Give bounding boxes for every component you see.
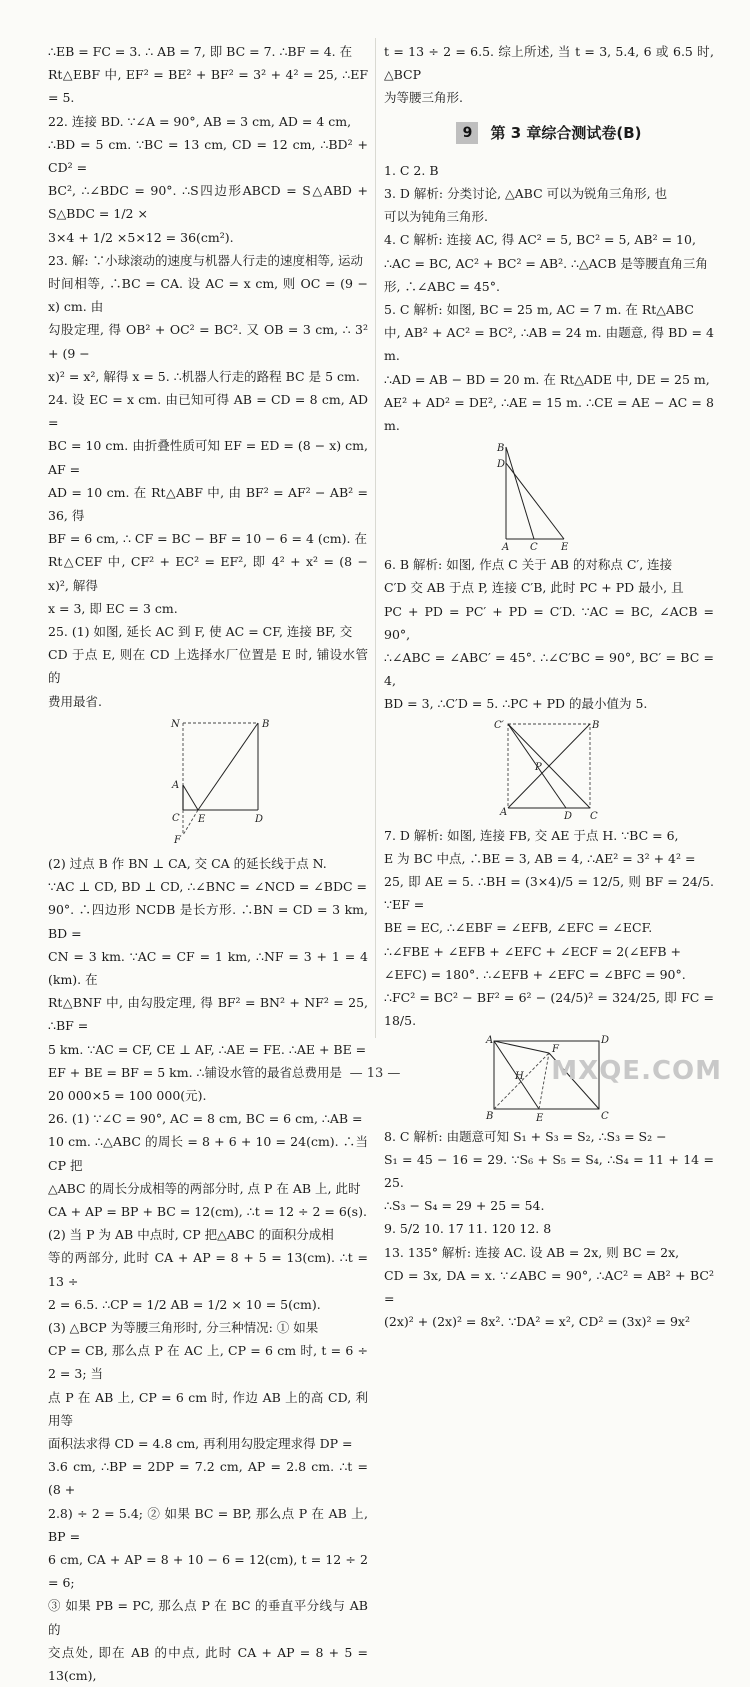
text-line: 5. C 解析: 如图, BC = 25 m, AC = 7 m. 在 Rt△ABC (384, 302, 694, 318)
text-line: CD = 3x, DA = x. ∵∠ABC = 90°, ∴AC² = AB² + BC² = (384, 1267, 714, 1306)
text-line: 等的两部分, 此时 CA + AP = 8 + 5 = 13(cm). ∴t = 13 ÷ (48, 1250, 368, 1289)
section-header (384, 122, 714, 145)
text-line: Rt△CEF 中, CF² + EC² = EF², 即 4² + x² = (8 − x)², 解得 (48, 554, 368, 593)
text-line: 中, AB² + AC² = BC², ∴AB = 24 m. 由题意, 得 BD = 4 m. (384, 325, 714, 364)
text-line: ∴EB = FC = 3. ∴ AB = 7, 即 BC = 7. ∴BF = 4. 在 (48, 44, 353, 59)
figure-water-pipe (48, 715, 348, 850)
text-line: ∴AC = BC, AC² + BC² = AB². ∴△ACB 是等腰直角三角 (384, 255, 708, 271)
fig25-label-B: B (262, 718, 270, 730)
text-line: ∴S₃ − S₄ = 29 + 25 = 54. (384, 1198, 545, 1214)
text-line: BF = 6 cm, ∴ CF = BC − BF = 10 − 6 = 4 (cm). 在 (48, 531, 367, 547)
text-line: 勾股定理, 得 OB² + OC² = BC². 又 OB = 3 cm, ∴ 3² + (9 − (48, 322, 368, 361)
right-column (384, 40, 714, 1333)
fig5-label-C: C (530, 542, 538, 552)
text-line: Rt△BNF 中, 由勾股定理, 得 BF² = BN² + NF² = 25, ∴BF = (48, 995, 368, 1034)
text-line: S₁ = 45 − 16 = 29. ∵S₆ + S₅ = S₄, ∴S₄ = 11 + 14 = 25. (384, 1151, 714, 1190)
text-line: BE = EC, ∴∠EBF = ∠EFB, ∠EFC = ∠ECF. (384, 920, 653, 936)
fig6-label-D: D (564, 810, 573, 822)
fig6-label-P: P (535, 761, 542, 773)
fig7-label-D: D (601, 1034, 610, 1046)
text-line: 为等腰三角形. (384, 90, 463, 106)
text-line: 费用最省. (48, 693, 102, 709)
text-line: 10 cm. ∴△ABC 的周长 = 8 + 6 + 10 = 24(cm). ∴当 CP 把 (48, 1134, 368, 1173)
watermark-logo: MXQE.COM (551, 1056, 722, 1086)
right-intro-text (384, 40, 714, 110)
left-text-block-2 (48, 852, 368, 1687)
text-line: 形, ∴∠ABC = 45°. (384, 278, 500, 294)
fig6-label-B: B (592, 719, 600, 731)
fig7-label-A: A (486, 1034, 494, 1046)
text-line: t = 13 ÷ 2 = 6.5. 综上所述, 当 t = 3, 5.4, 6 或 6.5 时, △BCP (384, 44, 714, 83)
text-line: 面积法求得 CD = 4.8 cm, 再利用勾股定理求得 DP = (48, 1435, 353, 1451)
text-line: 6 cm, CA + AP = 8 + 10 − 6 = 12(cm), t = 12 ÷ 2 = 6; (48, 1551, 368, 1591)
text-line: ∵AC ⊥ CD, BD ⊥ CD, ∴∠BNC = ∠NCD = ∠BDC = (48, 879, 367, 895)
right-text-block-1 (384, 159, 714, 437)
text-line: 3×4 + 1/2 ×5×12 = 36(cm²). (48, 229, 234, 245)
text-line: 5 km. ∵AC = CF, CE ⊥ AF, ∴AE = FE. ∴AE + BE = (48, 1041, 367, 1057)
text-line: (2) 过点 B 作 BN ⊥ CA, 交 CA 的延长线于点 N. (48, 855, 327, 871)
fig5-label-D: D (497, 459, 506, 471)
text-line: △ABC 的周长分成相等的两部分时, 点 P 在 AB 上, 此时 (48, 1180, 361, 1196)
text-line: 26. (1) ∵∠C = 90°, AC = 8 cm, BC = 6 cm, ∴AB = (48, 1111, 363, 1127)
text-line: 8. C 解析: 由题意可知 S₁ + S₃ = S₂, ∴S₃ = S₂ − (384, 1128, 667, 1144)
text-line: 13. 135° 解析: 连接 AC. 设 AB = 2x, 则 BC = 2x, (384, 1244, 680, 1260)
text-line: 23. 解: ∵小球滚动的速度与机器人行走的速度相等, 运动 (48, 252, 363, 268)
text-line: Rt△EBF 中, EF² = BE² + BF² = 3² + 4² = 25, ∴EF = 5. (48, 67, 368, 106)
right-text-block-3 (384, 824, 714, 1033)
text-line: BD = 3, ∴C′D = 5. ∴PC + PD 的最小值为 5. (384, 696, 648, 712)
text-line: ∴FC² = BC² − BF² = 6² − (24/5)² = 324/25, 即 FC = 18/5. (384, 990, 714, 1029)
text-line: 交点处, 即在 AB 的中点, 此时 CA + AP = 8 + 5 = 13(cm), (48, 1644, 368, 1683)
text-line: AD = 10 cm. 在 Rt△ABF 中, 由 BF² = AF² − AB² = 36, 得 (48, 484, 368, 524)
text-line: C′D 交 AB 于点 P, 连接 C′B, 此时 PC + PD 最小, 且 (384, 580, 684, 596)
fig5-label-A: A (502, 542, 510, 552)
text-line: 可以为钝角三角形. (384, 209, 488, 225)
left-column (48, 40, 368, 1687)
fig6-label-Cprime: C′ (494, 719, 504, 731)
fig7-label-F: F (552, 1043, 559, 1055)
fig25-label-C: C (172, 812, 180, 824)
fig7-label-E: E (536, 1112, 544, 1123)
text-line: 6. B 解析: 如图, 作点 C 关于 AB 的对称点 C′, 连接 (384, 557, 673, 573)
text-line: 25, 即 AE = 5. ∴BH = (3×4)/5 = 12/5, 则 BF = 24/5. ∵EF = (384, 874, 714, 913)
text-line: ∠EFC) = 180°. ∴∠EFB + ∠EFC = ∠BFC = 90°. (384, 966, 686, 982)
text-line: 3. D 解析: 分类讨论, △ABC 可以为锐角三角形, 也 (384, 186, 668, 202)
text-line: ∴BD = 5 cm. ∵BC = 13 cm, CD = 12 cm, ∴BD² + CD² = (48, 136, 368, 176)
text-line: PC + PD = PC′ + PD = C′D. ∵AC = BC, ∠ACB = 90°, (384, 603, 714, 642)
text-line: 3.6 cm, ∴BP = 2DP = 7.2 cm, AP = 2.8 cm. ∴t = (8 + (48, 1459, 368, 1498)
figure-ladder (384, 439, 704, 551)
text-line: CP = CB, 那么点 P 在 AC 上, CP = 6 cm 时, t = 6 ÷ 2 = 3; 当 (48, 1343, 368, 1382)
text-line: ∴∠ABC = ∠ABC′ = 45°. ∴∠C′BC = 90°, BC′ = BC = 4, (384, 650, 714, 689)
right-text-block-4 (384, 1125, 714, 1334)
fig7-label-C: C (601, 1110, 609, 1122)
text-line: 2.8) ÷ 2 = 5.4; ② 如果 BC = BP, 那么点 P 在 AB 上, BP = (48, 1505, 368, 1544)
text-line: ∴∠FBE + ∠EFB + ∠EFC + ∠ECF = 2(∠EFB + (384, 943, 681, 959)
text-line: 25. (1) 如图, 延长 AC 到 F, 使 AC = CF, 连接 BF, 交 (48, 624, 353, 640)
fig5-label-E: E (561, 542, 569, 552)
fig25-label-F: F (174, 834, 181, 846)
fig6-label-C: C (590, 810, 598, 822)
text-line: (2x)² + (2x)² = 8x². ∵DA² = x², CD² = (3x)² = 9x² (384, 1314, 690, 1330)
text-line: 20 000×5 = 100 000(元). (48, 1087, 207, 1103)
figure-symmetric-point (384, 718, 704, 822)
left-text-block-1 (48, 40, 368, 713)
text-line: (2) 当 P 为 AB 中点时, CP 把△ABC 的面积分成相 (48, 1227, 334, 1243)
text-line: 9. 5/2 10. 17 11. 120 12. 8 (384, 1221, 552, 1237)
fig25-label-N: N (171, 718, 180, 730)
column-divider (375, 38, 376, 1038)
text-line: 24. 设 EC = x cm. 由已知可得 AB = CD = 8 cm, AD = (48, 392, 368, 431)
text-line: BC = 10 cm. 由折叠性质可知 EF = ED = (8 − x) cm, AF = (48, 438, 368, 477)
text-line: x = 3, 即 EC = 3 cm. (48, 600, 178, 616)
text-line: 22. 连接 BD. ∵∠A = 90°, AB = 3 cm, AD = 4 cm, (48, 113, 352, 129)
text-line: AE² + AD² = DE², ∴AE = 15 m. ∴CE = AE − AC = 8 m. (384, 394, 714, 434)
right-text-block-2 (384, 553, 714, 715)
fig7-label-H: H (515, 1070, 524, 1082)
text-line: 点 P 在 AB 上, CP = 6 cm 时, 作边 AB 上的高 CD, 利用等 (48, 1389, 368, 1428)
section-title: 第 3 章综合测试卷(B) (490, 123, 642, 142)
fig7-label-B: B (486, 1110, 494, 1122)
text-line: CD 于点 E, 则在 CD 上选择水厂位置是 E 时, 铺设水管的 (48, 647, 368, 686)
text-line: EF + BE = BF = 5 km. ∴铺设水管的最省总费用是 (48, 1064, 342, 1080)
text-line: ∴AD = AB − BD = 20 m. 在 Rt△ADE 中, DE = 25 m, (384, 371, 710, 387)
text-line: CA + AP = BP + BC = 12(cm), ∴t = 12 ÷ 2 = 6(s). (48, 1203, 367, 1219)
text-line: 时间相等, ∴BC = CA. 设 AC = x cm, 则 OC = (9 − x) cm. 由 (48, 276, 368, 315)
text-line: CN = 3 km. ∵AC = CF = 1 km, ∴NF = 3 + 1 = 4 (km). 在 (48, 948, 368, 987)
text-line: BC², ∴∠BDC = 90°. ∴S四边形ABCD = S△ABD + S△BDC = 1/2 × (48, 183, 368, 222)
fig25-label-D: D (255, 813, 264, 825)
text-line: E 为 BC 中点, ∴BE = 3, AB = 4, ∴AE² = 3² + 4² = (384, 850, 696, 866)
text-line: 1. C 2. B (384, 162, 439, 178)
text-line: ③ 如果 PB = PC, 那么点 P 在 BC 的垂直平分线与 AB 的 (48, 1598, 368, 1637)
text-line: x)² = x², 解得 x = 5. ∴机器人行走的路程 BC 是 5 cm. (48, 368, 360, 384)
text-line: 7. D 解析: 如图, 连接 FB, 交 AE 于点 H. ∵BC = 6, (384, 827, 679, 843)
text-line: 4. C 解析: 连接 AC, 得 AC² = 5, BC² = 5, AB² = 10, (384, 232, 696, 248)
fig25-label-E: E (198, 813, 206, 825)
section-number-badge: 9 (456, 122, 478, 144)
page-number: — 13 — (349, 1066, 401, 1081)
text-line: 90°. ∴四边形 NCDB 是长方形. ∴BN = CD = 3 km, BD = (48, 902, 368, 941)
fig25-label-A: A (172, 779, 180, 791)
fig5-label-B: B (497, 443, 505, 455)
fig6-label-A: A (500, 806, 508, 818)
text-line: (3) △BCP 为等腰三角形时, 分三种情况: ① 如果 (48, 1319, 319, 1335)
text-line: 2 = 6.5. ∴CP = 1/2 AB = 1/2 × 10 = 5(cm). (48, 1296, 321, 1312)
